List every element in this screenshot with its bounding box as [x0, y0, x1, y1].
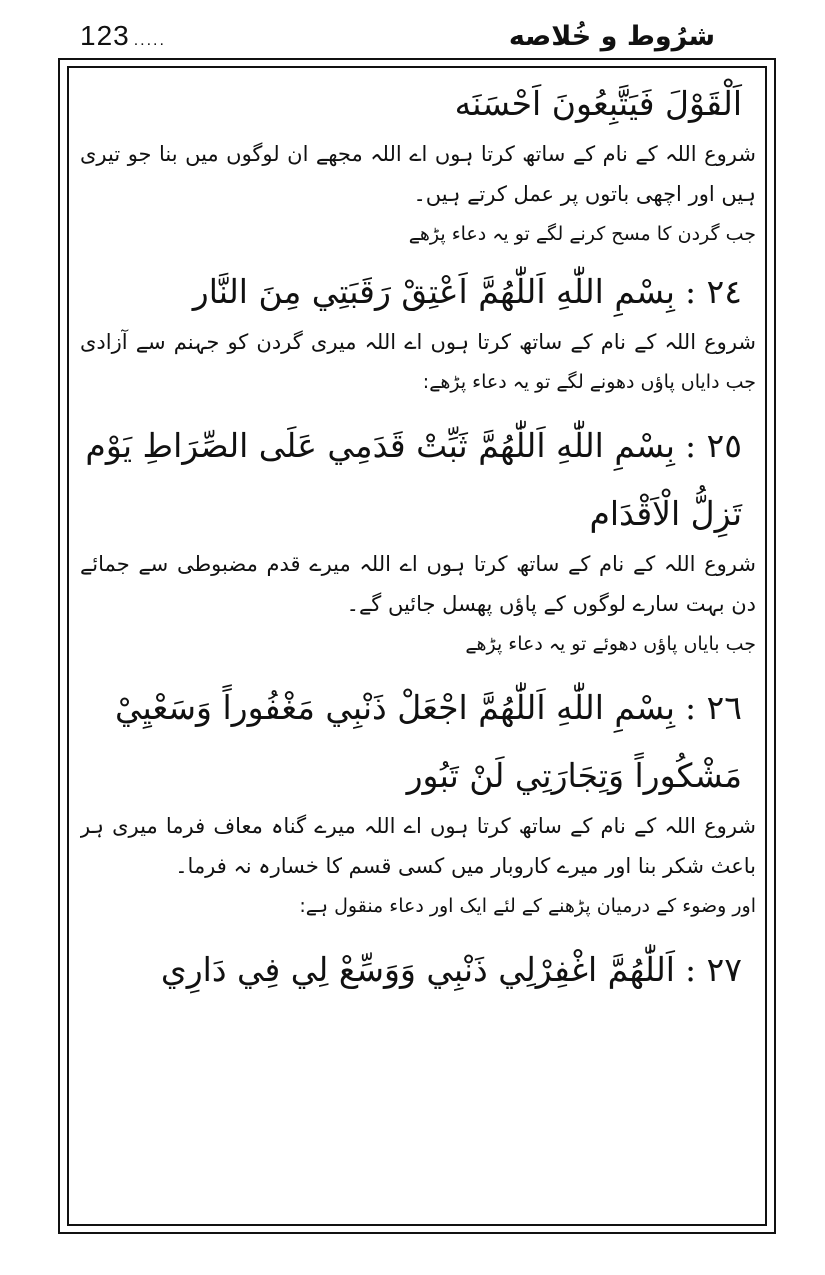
dua-26-text-1: بِسْمِ اللّٰهِ اَللّٰهُمَّ اجْعَلْ ذَنْبِي مَغْفُوراً وَسَعْيِيْ: [115, 688, 675, 727]
translation-25-line-2: دن بہت سارے لوگوں کے پاؤں پھسل جائیں گے۔: [346, 592, 756, 616]
page-header: [80, 14, 715, 58]
translation-24: شروع اللہ کے نام کے ساتھ کرتا ہوں اے اللہ میری گردن کو جہنم سے آزادی: [80, 330, 756, 354]
dua-27-number: ٢٧ :: [684, 950, 742, 989]
dua-25-line-1: [80, 416, 756, 476]
dua-27-text: اَللّٰهُمَّ اغْفِرْلِي ذَنْبِي وَوَسِّعْ لِي فِي دَارِي: [160, 950, 675, 989]
translation-25-line-1: شروع اللہ کے نام کے ساتھ کرتا ہوں اے اللہ میرے قدم مضبوطی سے جمائے: [80, 552, 756, 576]
dua-26-number: ٢٦ :: [684, 688, 742, 727]
translation-26-line-2: باعث شکر بنا اور میرے کاروبار میں کسی قسم کا خسارہ نہ فرما۔: [175, 854, 756, 878]
verse-tail: اَلْقَوْلَ فَيَتَّبِعُونَ اَحْسَنَه: [454, 84, 742, 123]
spacer: [80, 738, 756, 746]
translation-23-line-2: ہیں اور اچھی باتوں پر عمل کرتے ہیں۔: [413, 182, 756, 206]
dua-26-line-1: [80, 678, 756, 738]
spacer: [80, 476, 756, 484]
page-number-value: 123: [80, 20, 130, 51]
dua-24-number: ٢٤ :: [684, 272, 742, 311]
translation-23-line-1: شروع اللہ کے نام کے ساتھ کرتا ہوں اے اللہ مجھے ان لوگوں میں بنا جو تیری: [80, 142, 756, 166]
spacer: [80, 402, 756, 416]
dua-27: [80, 940, 756, 1000]
dua-24: [80, 262, 756, 322]
page-number: [80, 20, 166, 52]
spacer: [80, 926, 756, 940]
running-title: شرُوط و خُلاصه: [508, 20, 715, 52]
instruction-26: جب بایاں پاؤں دھوئے تو یہ دعاء پڑھے: [465, 633, 756, 655]
dua-26-line-2: مَشْكُوراً وَتِجَارَتِي لَنْ تَبُور: [406, 756, 742, 795]
dua-25-text-1: بِسْمِ اللّٰهِ اَللّٰهُمَّ ثَبِّتْ قَدَمِي عَلَى الصِّرَاطِ يَوْم: [85, 426, 675, 465]
spacer: [80, 254, 756, 262]
translation-26-line-1: شروع اللہ کے نام کے ساتھ کرتا ہوں اے اللہ میرے گناہ معاف فرما میری ہر: [80, 814, 756, 838]
page-body: [80, 74, 756, 1214]
dua-25-line-2: تَزِلُّ الْاَقْدَام: [589, 494, 742, 533]
dua-25-number: ٢٥ :: [684, 426, 742, 465]
dua-24-text: بِسْمِ اللّٰهِ اَللّٰهُمَّ اَعْتِقْ رَقَبَتِي مِنَ النَّار: [192, 272, 675, 311]
spacer: [80, 664, 756, 678]
instruction-24: جب گردن کا مسح کرنے لگے تو یہ دعاء پڑھے: [408, 223, 756, 245]
instruction-25: جب دایاں پاؤں دھونے لگے تو یہ دعاء پڑھے:: [422, 371, 756, 393]
page-number-dots: .....: [133, 32, 166, 49]
instruction-27: اور وضوء کے درمیان پڑھنے کے لئے ایک اور دعاء منقول ہے:: [299, 895, 756, 917]
